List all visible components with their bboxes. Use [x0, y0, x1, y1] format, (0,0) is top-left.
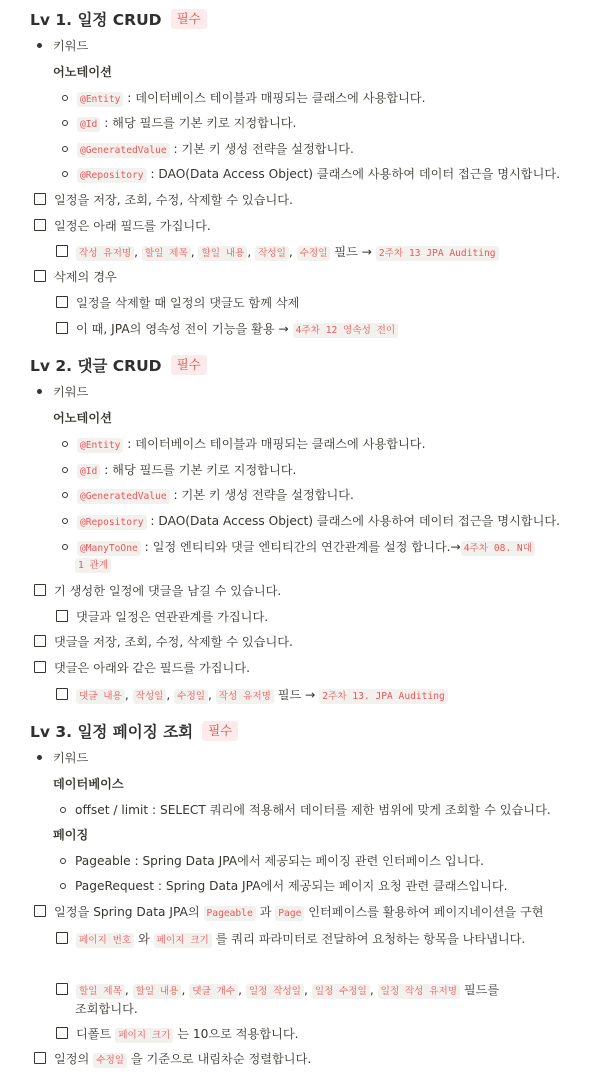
task-text: 는 10으로 적용합니다.: [177, 1027, 299, 1041]
fields-suffix: 필드 →: [334, 245, 372, 259]
field-code: 작성일: [255, 246, 289, 261]
checkbox[interactable]: [56, 296, 68, 308]
lv1-required-tag: 필수: [171, 9, 207, 29]
lv2-task-crud: [34, 633, 293, 650]
lv3-title: Lv 3. 일정 페이징 조회: [30, 723, 194, 741]
task-text: 일정을 Spring Data JPA의: [54, 905, 200, 919]
ref-link[interactable]: 4주차 12 영속성 전이: [293, 323, 399, 338]
checkbox[interactable]: [34, 584, 46, 596]
id-desc: : 해당 필드를 기본 키로 지정합니다.: [100, 116, 297, 130]
lv3-offset-item: [75, 801, 551, 818]
lv3-paging-heading: 페이징: [53, 828, 89, 842]
field-code: 할일 내용: [133, 984, 182, 999]
field-code: 할일 제목: [142, 246, 191, 261]
checkbox[interactable]: [56, 983, 68, 995]
lv2-manytoone-ref-wrap: [75, 557, 111, 571]
task-text: 이 때, JPA의 영속성 전이 기능을 활용 →: [76, 322, 289, 336]
task-text: 디폴트: [76, 1027, 112, 1041]
entity-desc: : 데이터베이스 테이블과 매핑되는 클래스에 사용합니다.: [123, 91, 426, 105]
modified-date-code: 수정일: [93, 1053, 127, 1068]
lv3-pageable-item: [75, 852, 484, 869]
comma: ,: [207, 688, 212, 702]
lv2-required-tag: 필수: [171, 355, 207, 375]
pagerequest-desc: PageRequest : Spring Data JPA에서 제공되는 페이지 요청 관련 클래스입니다.: [75, 879, 508, 893]
lv2-manytoone-item: [77, 538, 535, 555]
ref-link[interactable]: 2주차 13. JPA Auditing: [319, 689, 448, 704]
keyword-label: 키워드: [53, 751, 89, 765]
fields-suffix: 필드를: [463, 983, 500, 997]
repository-desc: : DAO(Data Access Object) 클래스에 사용하여 데이터 접근을 명시합니다.: [146, 167, 560, 181]
checkbox[interactable]: [34, 270, 46, 282]
task-text: 를 쿼리 파라미터로 전달하여 요청하는 항목을 나타냅니다.: [215, 932, 526, 946]
comma: ,: [288, 245, 293, 259]
lv1-title: Lv 1. 일정 CRUD: [30, 11, 162, 29]
generatedvalue-code: @GeneratedValue: [77, 143, 170, 158]
task-text: 와: [138, 932, 150, 946]
fields-suffix: 필드 →: [277, 688, 316, 702]
task-text: 과: [259, 905, 272, 919]
checkbox[interactable]: [34, 193, 46, 205]
comma: ,: [190, 245, 195, 259]
lv2-title: Lv 2. 댓글 CRUD: [30, 357, 162, 375]
task-text: 삭제의 경우: [54, 270, 117, 284]
checkbox[interactable]: [34, 661, 46, 673]
lv2-task-relation: [56, 608, 268, 625]
task-text: 을 기준으로 내림차순 정렬합니다.: [130, 1052, 312, 1066]
checkbox[interactable]: [56, 1027, 68, 1039]
page-size-code: 페이지 크기: [154, 933, 212, 948]
lv1-repository-item: [77, 165, 560, 182]
task-text: 일정은 아래 필드를 가집니다.: [54, 219, 211, 233]
lv2-annotation-heading: 어노테이션: [53, 411, 112, 425]
repository-code: @Repository: [77, 168, 147, 183]
comma: ,: [303, 983, 308, 997]
comma: ,: [124, 688, 129, 702]
task-text: 댓글은 아래와 같은 필드를 가집니다.: [54, 661, 250, 675]
page-number-code: 페이지 번호: [76, 933, 134, 948]
field-code: 작성 유저명: [76, 246, 134, 261]
checkbox[interactable]: [34, 905, 46, 917]
task-text: 댓글을 저장, 조회, 수정, 삭제할 수 있습니다.: [54, 635, 293, 649]
checkbox[interactable]: [34, 219, 46, 231]
lv2-generatedvalue-item: [77, 486, 354, 503]
page-code: Page: [275, 906, 304, 921]
lv1-task-fields: [34, 217, 211, 234]
field-code: 일정 작성 유저명: [378, 984, 460, 999]
lv3-task-default: [56, 1025, 299, 1042]
comma: ,: [166, 688, 171, 702]
entity-code: @Entity: [77, 438, 123, 453]
task-text: 일정을 저장, 조회, 수정, 삭제할 수 있습니다.: [54, 193, 293, 207]
lv1-task-fields-list: [56, 243, 499, 260]
page-size-code: 페이지 크기: [115, 1028, 173, 1043]
field-code: 댓글 내용: [76, 689, 125, 704]
comma: ,: [247, 245, 252, 259]
lv1-annotation-heading: 어노테이션: [53, 65, 112, 79]
checkbox[interactable]: [56, 688, 68, 700]
lv3-task-sort: [34, 1050, 311, 1067]
lv3-database-heading: 데이터베이스: [53, 777, 124, 791]
manytoone-desc: : 일정 엔티티와 댓글 엔티티간의 연간관계를 설정 합니다.→: [140, 540, 461, 554]
ref-link[interactable]: 4주차 08. N대: [461, 541, 535, 556]
field-code: 할일 제목: [76, 984, 125, 999]
comma: ,: [181, 983, 186, 997]
comma: ,: [124, 983, 129, 997]
field-code: 작성일: [133, 689, 167, 704]
checkbox[interactable]: [56, 932, 68, 944]
lv3-pagerequest-item: [75, 877, 507, 894]
lv1-heading: [30, 8, 207, 30]
lv2-heading: [30, 354, 207, 376]
field-code: 수정일: [174, 689, 208, 704]
pageable-code: Pageable: [204, 906, 256, 921]
lv1-task-crud: [34, 191, 293, 208]
field-code: 할일 내용: [198, 246, 247, 261]
entity-code: @Entity: [77, 92, 123, 107]
task-text: 인터페이스를 활용하여 페이지네이션을 구현: [308, 905, 544, 919]
id-code: @Id: [77, 464, 100, 479]
generatedvalue-desc: : 기본 키 생성 전략을 설정합니다.: [169, 488, 354, 502]
offset-desc: offset / limit : SELECT 쿼리에 적용해서 데이터를 제한 범위에 맞게 조회할 수 있습니다.: [75, 803, 551, 817]
generatedvalue-desc: : 기본 키 생성 전략을 설정합니다.: [169, 142, 354, 156]
generatedvalue-code: @GeneratedValue: [77, 489, 170, 504]
lv3-keyword-bullet: [53, 749, 88, 766]
lv1-keyword-bullet: [53, 37, 88, 54]
lv1-task-delete-a: [56, 294, 299, 311]
repository-code: @Repository: [77, 515, 147, 530]
comma: ,: [134, 245, 138, 259]
lv3-heading: [30, 720, 238, 742]
task-text: 댓글과 일정은 연관관계를 가집니다.: [76, 610, 269, 624]
ref-link[interactable]: 2주차 13 JPA Auditing: [376, 246, 499, 261]
lv1-id-item: [77, 114, 296, 131]
lv3-task-pagination: [34, 903, 544, 920]
lv2-task-fields-list: [56, 686, 448, 703]
field-code: 작성 유저명: [216, 689, 274, 704]
field-code: 댓글 개수: [189, 984, 238, 999]
task-text: 일정을 삭제할 때 일정의 댓글도 함께 삭제: [76, 296, 300, 310]
checkbox[interactable]: [56, 610, 68, 622]
lv3-required-tag: 필수: [202, 721, 238, 741]
lv3-task-fields-list: [56, 981, 499, 998]
lv1-generatedvalue-item: [77, 140, 354, 157]
field-code: 일정 작성일: [246, 984, 304, 999]
repository-desc: : DAO(Data Access Object) 클래스에 사용하여 데이터 접근을 명시합니다.: [146, 514, 560, 528]
checkbox[interactable]: [56, 322, 68, 334]
task-text: 일정의: [54, 1052, 90, 1066]
lv2-repository-item: [77, 512, 560, 529]
lv3-fields-suffix-line: 조회합니다.: [75, 1002, 138, 1016]
entity-desc: : 데이터베이스 테이블과 매핑되는 클래스에 사용합니다.: [123, 437, 426, 451]
field-code: 수정일: [297, 246, 331, 261]
manytoone-code: @ManyToOne: [77, 541, 141, 556]
checkbox[interactable]: [56, 245, 68, 257]
comma: ,: [238, 983, 242, 997]
lv2-entity-item: [77, 435, 425, 452]
keyword-label: 키워드: [53, 39, 89, 53]
ref-link[interactable]: 1 관계: [75, 558, 111, 573]
lv1-entity-item: [77, 89, 425, 106]
lv1-task-delete-b: [56, 320, 398, 337]
id-code: @Id: [77, 117, 100, 132]
lv2-task-fields: [34, 659, 250, 676]
lv2-task-comment: [34, 582, 281, 599]
checkbox[interactable]: [34, 1052, 46, 1064]
keyword-label: 키워드: [53, 385, 89, 399]
task-text: 기 생성한 일정에 댓글을 남길 수 있습니다.: [54, 584, 282, 598]
lv2-keyword-bullet: [53, 383, 88, 400]
field-code: 일정 수정일: [312, 984, 370, 999]
lv2-id-item: [77, 461, 296, 478]
lv3-task-params: [56, 930, 525, 947]
checkbox[interactable]: [34, 635, 46, 647]
comma: ,: [369, 983, 374, 997]
pageable-desc: Pageable : Spring Data JPA에서 제공되는 페이징 관련 인터페이스 입니다.: [75, 854, 485, 868]
lv1-task-delete: [34, 268, 117, 285]
id-desc: : 해당 필드를 기본 키로 지정합니다.: [100, 463, 297, 477]
